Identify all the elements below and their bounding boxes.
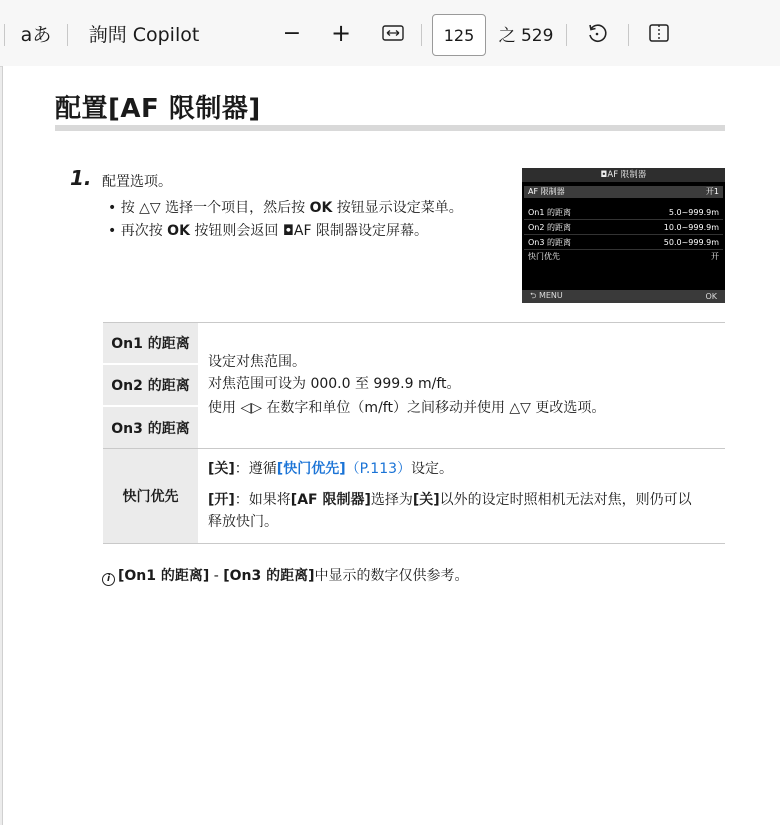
- table-border: [103, 543, 725, 544]
- read-aloud-label: aあ: [20, 23, 52, 46]
- distance-description: 设定对焦范围。: [208, 354, 306, 370]
- toolbar-divider: [628, 24, 629, 46]
- bullet-item: [108, 197, 463, 217]
- title-underline: [55, 125, 725, 131]
- camera-row-label: On2 的距离: [528, 223, 571, 232]
- table-row-header: On1 的距离: [103, 323, 198, 363]
- off-ref: [关]: [412, 492, 440, 508]
- camera-menu-row: [524, 207, 723, 220]
- bullet-text: 再次按: [120, 223, 168, 239]
- minus-icon: −: [282, 20, 302, 46]
- toolbar-divider: [4, 24, 5, 46]
- toolbar-divider: [67, 24, 68, 46]
- ok-key-label: OK: [309, 200, 333, 216]
- ask-copilot-button[interactable]: [84, 0, 204, 66]
- shutter-priority-link[interactable]: [快门优先]: [276, 461, 346, 477]
- camera-row-value: 5.0~999.9m: [668, 208, 719, 217]
- ask-copilot-label: 詢問 Copilot: [88, 23, 200, 46]
- camera-menu-row: [524, 186, 723, 198]
- camera-menu-row: [524, 222, 723, 235]
- on-text: 选择为: [370, 492, 413, 508]
- off-text: ：遵循: [234, 461, 277, 477]
- off-text: 设定。: [411, 461, 454, 477]
- bullet-text: 按 △▽ 选择一个项目，然后按: [120, 200, 310, 216]
- camera-row-label: 快门优先: [528, 252, 560, 261]
- note: [102, 565, 469, 586]
- af-limiter-ref: [AF 限制器]: [290, 492, 371, 508]
- rotate-icon: [586, 22, 608, 44]
- on-key: [开]: [208, 492, 235, 508]
- shutter-on-description-cont: 释放快门。: [208, 514, 278, 530]
- page-total: [498, 0, 554, 66]
- step-number: 1.: [70, 166, 92, 190]
- toolbar-divider: [421, 24, 422, 46]
- on-text: ：如果将: [234, 492, 291, 508]
- note-icon: i: [102, 573, 115, 586]
- bullet-dot: •: [108, 223, 121, 239]
- page-ref-link[interactable]: （P.113）: [345, 461, 412, 477]
- table-row-header: 快门优先: [103, 449, 198, 543]
- page-view-icon: [648, 23, 670, 43]
- off-key: [关]: [208, 461, 235, 477]
- camera-row-value: 10.0~999.9m: [663, 223, 719, 232]
- page-title: 配置[AF 限制器]: [55, 94, 261, 124]
- page-view-button[interactable]: [645, 0, 673, 66]
- note-text: 中显示的数字仅供参考。: [314, 568, 469, 584]
- camera-row-value: 开1: [705, 187, 719, 196]
- note-sep: -: [209, 568, 224, 584]
- on-text: 以外的设定时照相机无法对焦，则仍可以: [439, 492, 692, 508]
- plus-icon: +: [330, 19, 352, 47]
- distance-description: 对焦范围可设为 000.0 至 999.9 m/ft。: [208, 376, 461, 392]
- shutter-on-description: [208, 489, 692, 511]
- fit-width-icon: [382, 25, 404, 41]
- camera-menu-row: [524, 251, 723, 263]
- camera-menu-row: [524, 237, 723, 250]
- camera-screen-header: ◘AF 限制器: [522, 168, 725, 182]
- note-ref: [On3 的距离]: [223, 568, 315, 584]
- pdf-toolbar: [0, 0, 780, 67]
- camera-screen-footer: [522, 290, 725, 303]
- shutter-off-description: [208, 458, 453, 480]
- camera-screen-image: [522, 168, 725, 303]
- ok-key-label: OK: [167, 223, 190, 239]
- page-number-input[interactable]: 125: [432, 14, 486, 56]
- read-aloud-button[interactable]: [14, 0, 58, 66]
- page-total-label: 之 529: [498, 25, 554, 46]
- bullet-item: [108, 220, 428, 240]
- fit-to-width-button[interactable]: [379, 0, 407, 66]
- table-row-header: On3 的距离: [103, 407, 198, 448]
- bullet-text: 按钮显示设定菜单。: [332, 200, 463, 216]
- step-text: 配置选项。: [102, 174, 172, 190]
- note-ref: [On1 的距离]: [118, 568, 210, 584]
- zoom-in-button[interactable]: [327, 0, 355, 66]
- rotate-button[interactable]: [583, 0, 611, 66]
- camera-row-label: AF 限制器: [528, 187, 565, 196]
- table-row-header: On2 的距离: [103, 365, 198, 405]
- distance-description: 使用 ◁▷ 在数字和单位（m/ft）之间移动并使用 △▽ 更改选项。: [208, 400, 606, 416]
- camera-row-label: On3 的距离: [528, 238, 571, 247]
- camera-menu-hint: ⮌ MENU: [530, 290, 563, 300]
- zoom-out-button[interactable]: [278, 0, 306, 66]
- camera-row-label: On1 的距离: [528, 208, 571, 217]
- bullet-text: 按钮则会返回 ◘AF 限制器设定屏幕。: [189, 223, 428, 239]
- camera-row-value: 50.0~999.9m: [663, 238, 719, 247]
- toolbar-divider: [566, 24, 567, 46]
- camera-ok-hint: OK: [705, 292, 717, 301]
- camera-row-value: 开: [711, 252, 719, 261]
- bullet-dot: •: [108, 200, 121, 216]
